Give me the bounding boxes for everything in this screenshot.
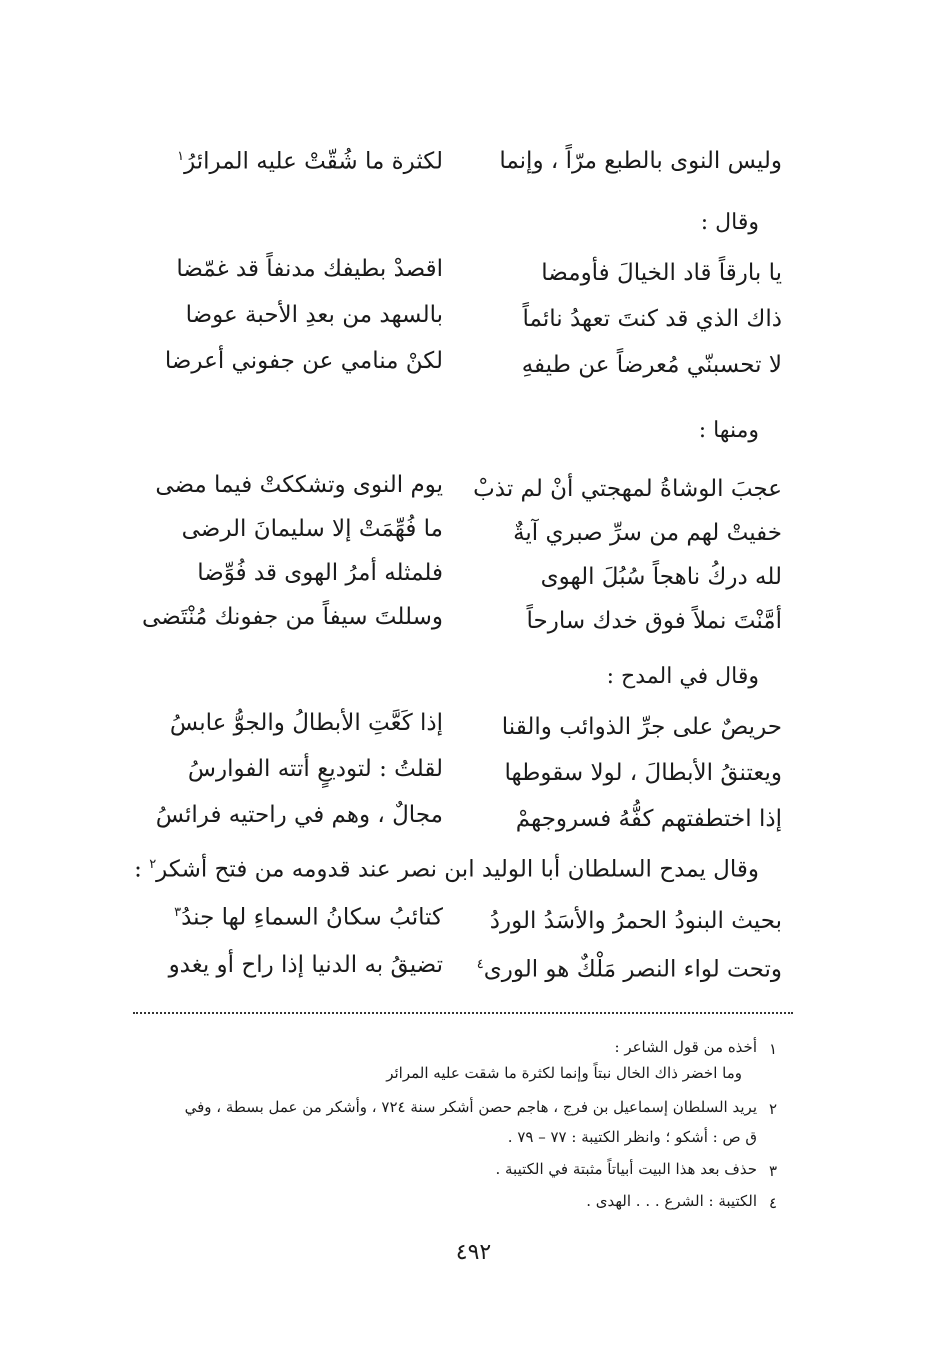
hemistich-left: فلمثله أمرُ الهوى قد فُوِّضا [197,560,443,586]
page-number: ٤٩٢ [455,1240,492,1265]
hemistich-right: لله دركُ ناهجاً سُبُلَ الهوى [540,564,782,590]
hemistich-right: يا بارقاً قاد الخيالَ فأومضا [541,260,782,286]
intro-text: وقال يمدح السلطان أبا الوليد ابن نصر عند قدومه من فتح أشكر [156,856,759,883]
hemistich-right: حريصٌ على جرِّ الذوائب والقنا [501,714,782,740]
hemistich-left: إذا كَعَّتِ الأبطالُ والجوُّ عابسُ [169,710,443,736]
footnote-ref: ٣ [174,905,182,920]
hemistich-right: ويعتنقُ الأبطالَ ، لولا سقوطها [504,760,782,786]
footnote-ref: ٤ [476,957,484,972]
footnote-number: ١ [768,1040,777,1058]
hemistich-right: أمَّنْتَ نملاً فوق خدك سارحاً [526,608,782,634]
hemistich-text: كتائبُ سكانُ السماءِ لها جندُ [181,904,443,931]
hemistich-left: لكنْ منامي عن جفوني أعرضا [164,348,443,374]
footnote-text: يريد السلطان إسماعيل بن فرج ، هاجم حصن أشكر سنة ٧٢٤ ، وأشكر من عمل بسطة ، وفي [184,1098,757,1116]
hemistich-right: لا تحسبنّي مُعرضاً عن طيفهِ [521,352,782,378]
hemistich-left: يوم النوى وتشككتْ فيما مضى [155,472,443,498]
hemistich-left: مجالٌ ، وهم في راحتيه فرائسُ [155,802,443,828]
footnote-separator [133,1012,793,1014]
footnote-number: ٣ [768,1162,777,1180]
footnote-text: أخذه من قول الشاعر : [614,1038,757,1056]
hemistich-left [133,150,443,174]
hemistich-left: بالسهد من بعدِ الأحبة عوضا [185,302,443,328]
footnote-text: ق ص : أشكو ؛ وانظر الكتيبة : ٧٧ – ٧٩ . [507,1128,757,1146]
hemistich-right: وليس النوى بالطبع مرّاً ، وإنما [499,148,782,174]
hemistich-left: لقلتُ : لتوديعٍ أتته الفوارسُ [187,756,443,782]
hemistich-right [452,958,782,982]
hemistich-left: اقصدْ بطيفك مدنفاً قد غمّضا [176,256,443,282]
hemistich-left: ما فُهِّمَتْ إلا سليمانَ الرضى [181,516,443,542]
hemistich-right: خفيتْ لهم من سرِّ صبري آيةٌ [513,520,782,546]
hemistich-right: بحيث البنودُ الحمرُ والأسَدُ الوردُ [489,908,782,934]
hemistich-right: عجبَ الوشاةُ لمهجتي أنْ لم تذبْ [473,476,782,502]
hemistich-right: إذا اختطفتهم كفُّهُ فسروجهمْ [515,806,782,832]
hemistich-left: تضيقُ به الدنيا إذا راح أو يغدو [168,952,443,978]
hemistich-left: وسللتَ سيفاً من جفونك مُنْتَضى [142,604,443,630]
footnote-ref: ١ [177,149,185,164]
footnote-text: حذف بعد هذا البيت أبياتاً مثبتة في الكتيبة . [495,1160,757,1178]
poem-intro: وقال : [700,210,759,235]
footnote-number: ٤ [768,1194,777,1212]
hemistich-left [133,906,443,930]
hemistich-right: ذاك الذي قد كنتَ تعهدُ نائماً [522,306,782,332]
footnote-verse: وما اخضر ذاك الخال نبتاً وإنما لكثرة ما شقت عليه المرائر [386,1064,742,1082]
poem-intro: وقال في المدح : [606,664,759,689]
hemistich-text: وتحت لواء النصر مَلْكٌ هو الورى [483,956,782,983]
footnote-text: الكتيبة : الشرع . . . الهدى . [586,1192,757,1210]
footnote-number: ٢ [768,1100,777,1118]
intro-colon: : [134,856,150,883]
footnote-ref: ٢ [149,857,157,872]
hemistich-text: لكثرة ما شُقّتْ عليه المرائرُ [184,148,443,175]
poem-intro [134,858,759,882]
poem-intro: ومنها : [698,418,759,443]
